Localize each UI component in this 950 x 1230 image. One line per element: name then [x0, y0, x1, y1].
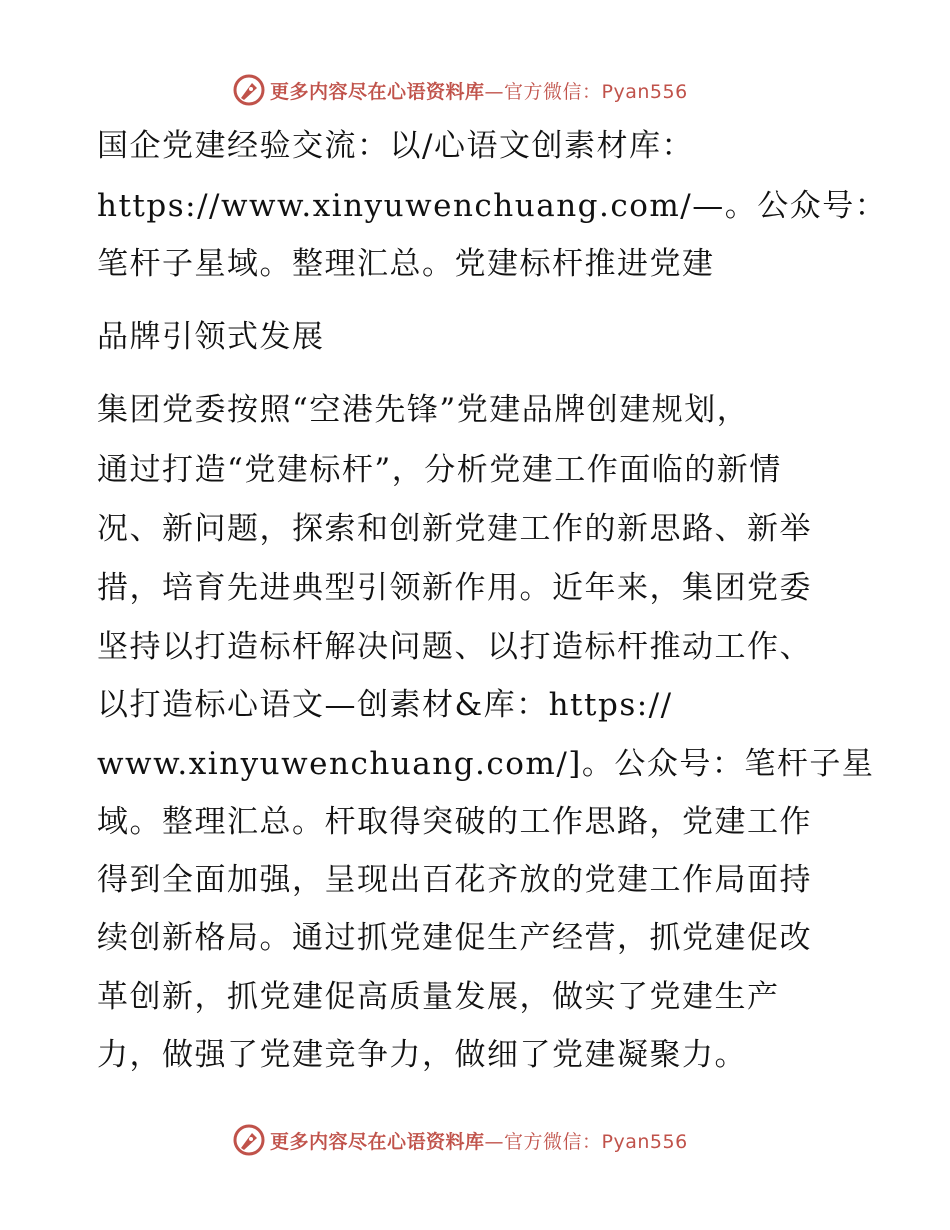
footer-banner [232, 1120, 732, 1160]
text-line: 笔杆子星域。整理汇总。党建标杆推进党建 [97, 246, 715, 282]
text-line: 续创新格局。通过抓党建促生产经营，抓党建促改 [97, 920, 812, 956]
text-line: 域。整理汇总。杆取得突破的工作思路，党建工作 [97, 804, 812, 840]
section-heading: 品牌引领式发展 [97, 319, 325, 355]
text-line: 集团党委按照“空港先锋”党建品牌创建规划， [97, 392, 750, 428]
text-line: https://www.xinyuwenchuang.com/—。公众号： [97, 188, 888, 224]
text-line: 得到全面加强，呈现出百花齐放的党建工作局面持 [97, 862, 812, 898]
text-line: 坚持以打造标杆解决问题、以打造标杆推动工作、 [97, 629, 812, 665]
pen-nib-logo-icon [232, 73, 266, 107]
text-line: 措，培育先进典型引领新作用。近年来，集团党委 [97, 570, 812, 606]
header-banner [232, 70, 732, 110]
footer-banner-text [270, 1127, 688, 1154]
text-line: 国企党建经验交流：以/心语文创素材库： [97, 128, 694, 164]
footer-banner-bold: 更多内容尽在心语资料库 [270, 1130, 485, 1153]
text-line: 通过打造“党建标杆”，分析党建工作面临的新情 [97, 452, 782, 488]
footer-banner-contact: —官方微信：Pyan556 [484, 1130, 688, 1153]
header-banner-bold: 更多内容尽在心语资料库 [270, 80, 485, 103]
text-line: 力，做强了党建竞争力，做细了党建凝聚力。 [97, 1037, 747, 1073]
text-line: 革创新，抓党建促高质量发展，做实了党建生产 [97, 979, 780, 1015]
text-line: www.xinyuwenchuang.com/]。公众号：笔杆子星 [97, 746, 875, 782]
text-line: 以打造标心语文—创素材&库：https:// [97, 687, 673, 723]
header-banner-text [270, 77, 688, 104]
header-banner-contact: —官方微信：Pyan556 [484, 80, 688, 103]
text-line: 况、新问题，探索和创新党建工作的新思路、新举 [97, 511, 812, 547]
pen-nib-logo-icon [232, 1123, 266, 1157]
